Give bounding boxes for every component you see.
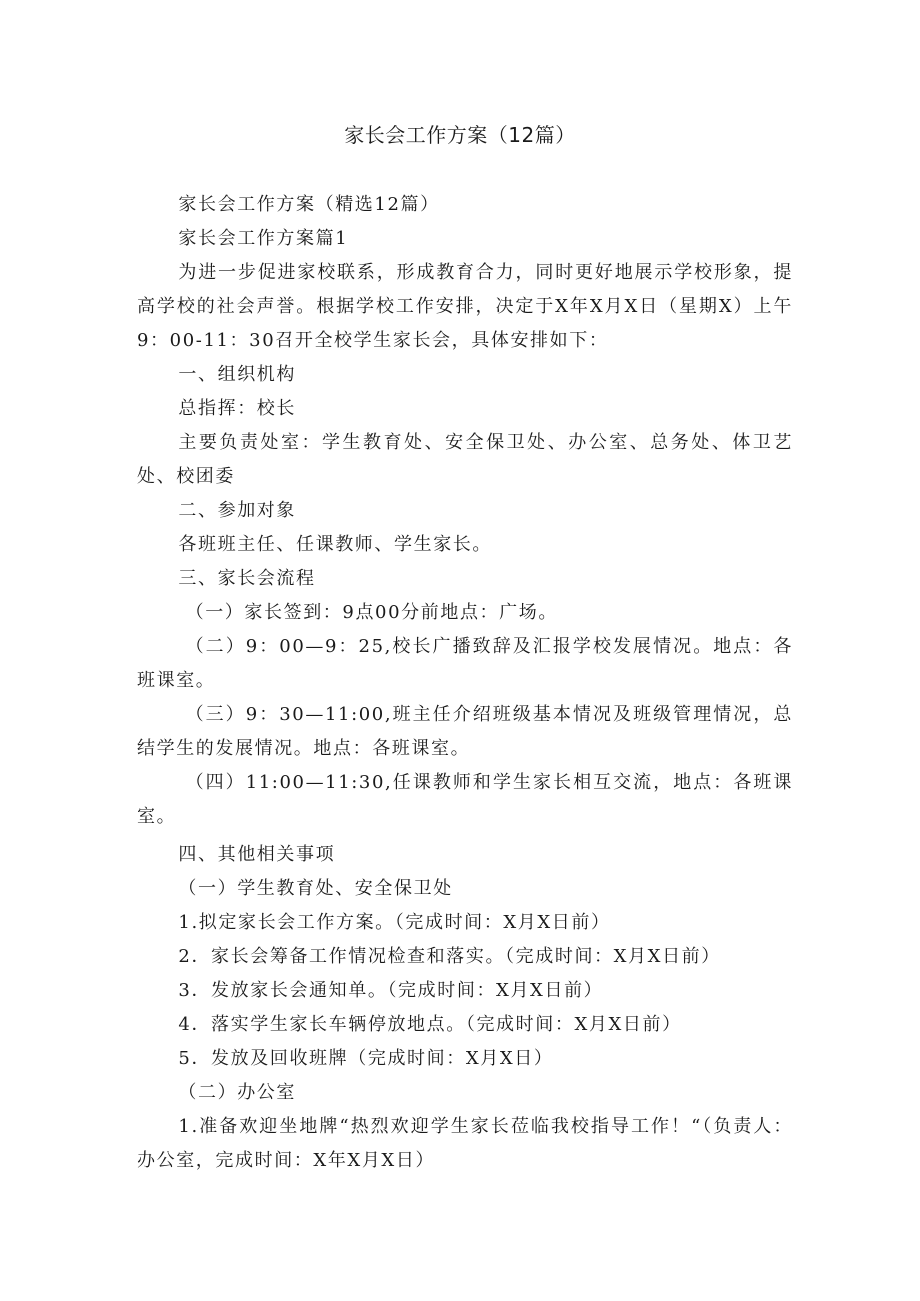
- paragraph-subtitle: 家长会工作方案（精选12篇）: [178, 194, 440, 215]
- paragraph-process-4: （四）11:00—11:30,任课教师和学生家长相互交流，地点：各班课室。: [137, 772, 793, 827]
- paragraph-task-1: 1.拟定家长会工作方案。（完成时间：X月X日前）: [178, 912, 611, 933]
- paragraph-office-task-1: 1.准备欢迎坐地牌“热烈欢迎学生家长莅临我校指导工作！“（负责人：办公室，完成时间：X年X月X日）: [137, 1116, 793, 1171]
- paragraph-process-1: （一）家长签到：9点00分前地点：广场。: [185, 602, 558, 623]
- paragraph-heading-participants: 二、参加对象: [178, 500, 296, 521]
- paragraph-subheading-office: （二）办公室: [178, 1082, 296, 1103]
- paragraph-process-3: （三）9：30—11:00,班主任介绍班级基本情况及班级管理情况，总结学生的发展情况。地点：各班课室。: [137, 704, 793, 759]
- paragraph-task-5: 5．发放及回收班牌（完成时间：X月X日）: [178, 1048, 554, 1069]
- paragraph-intro: 为进一步促进家校联系，形成教育合力，同时更好地展示学校形象，提高学校的社会声誉。根据学校工作安排，决定于X年X月X日（星期X）上午9：00-11：30召开全校学生家长会，具体安排如下：: [137, 262, 793, 351]
- paragraph-heading-other: 四、其他相关事项: [178, 844, 336, 865]
- document-title: 家长会工作方案（12篇）: [344, 123, 576, 147]
- paragraph-subheading-education: （一）学生教育处、安全保卫处: [178, 878, 453, 899]
- paragraph-participants: 各班班主任、任课教师、学生家长。: [178, 534, 492, 555]
- paragraph-task-3: 3．发放家长会通知单。（完成时间：X月X日前）: [178, 980, 604, 1001]
- paragraph-process-2: （二）9：00—9：25,校长广播致辞及汇报学校发展情况。地点：各班课室。: [137, 636, 793, 691]
- paragraph-section-heading: 家长会工作方案篇1: [178, 228, 349, 249]
- paragraph-commander: 总指挥：校长: [178, 398, 296, 419]
- paragraph-departments: 主要负责处室：学生教育处、安全保卫处、办公室、总务处、体卫艺处、校团委: [137, 432, 793, 487]
- paragraph-heading-process: 三、家长会流程: [178, 568, 316, 589]
- paragraph-task-2: 2．家长会筹备工作情况检查和落实。（完成时间：X月X日前）: [178, 946, 721, 967]
- paragraph-heading-organization: 一、组织机构: [178, 364, 296, 385]
- document-body: [137, 188, 793, 1178]
- paragraph-task-4: 4．落实学生家长车辆停放地点。（完成时间：X月X日前）: [178, 1014, 682, 1035]
